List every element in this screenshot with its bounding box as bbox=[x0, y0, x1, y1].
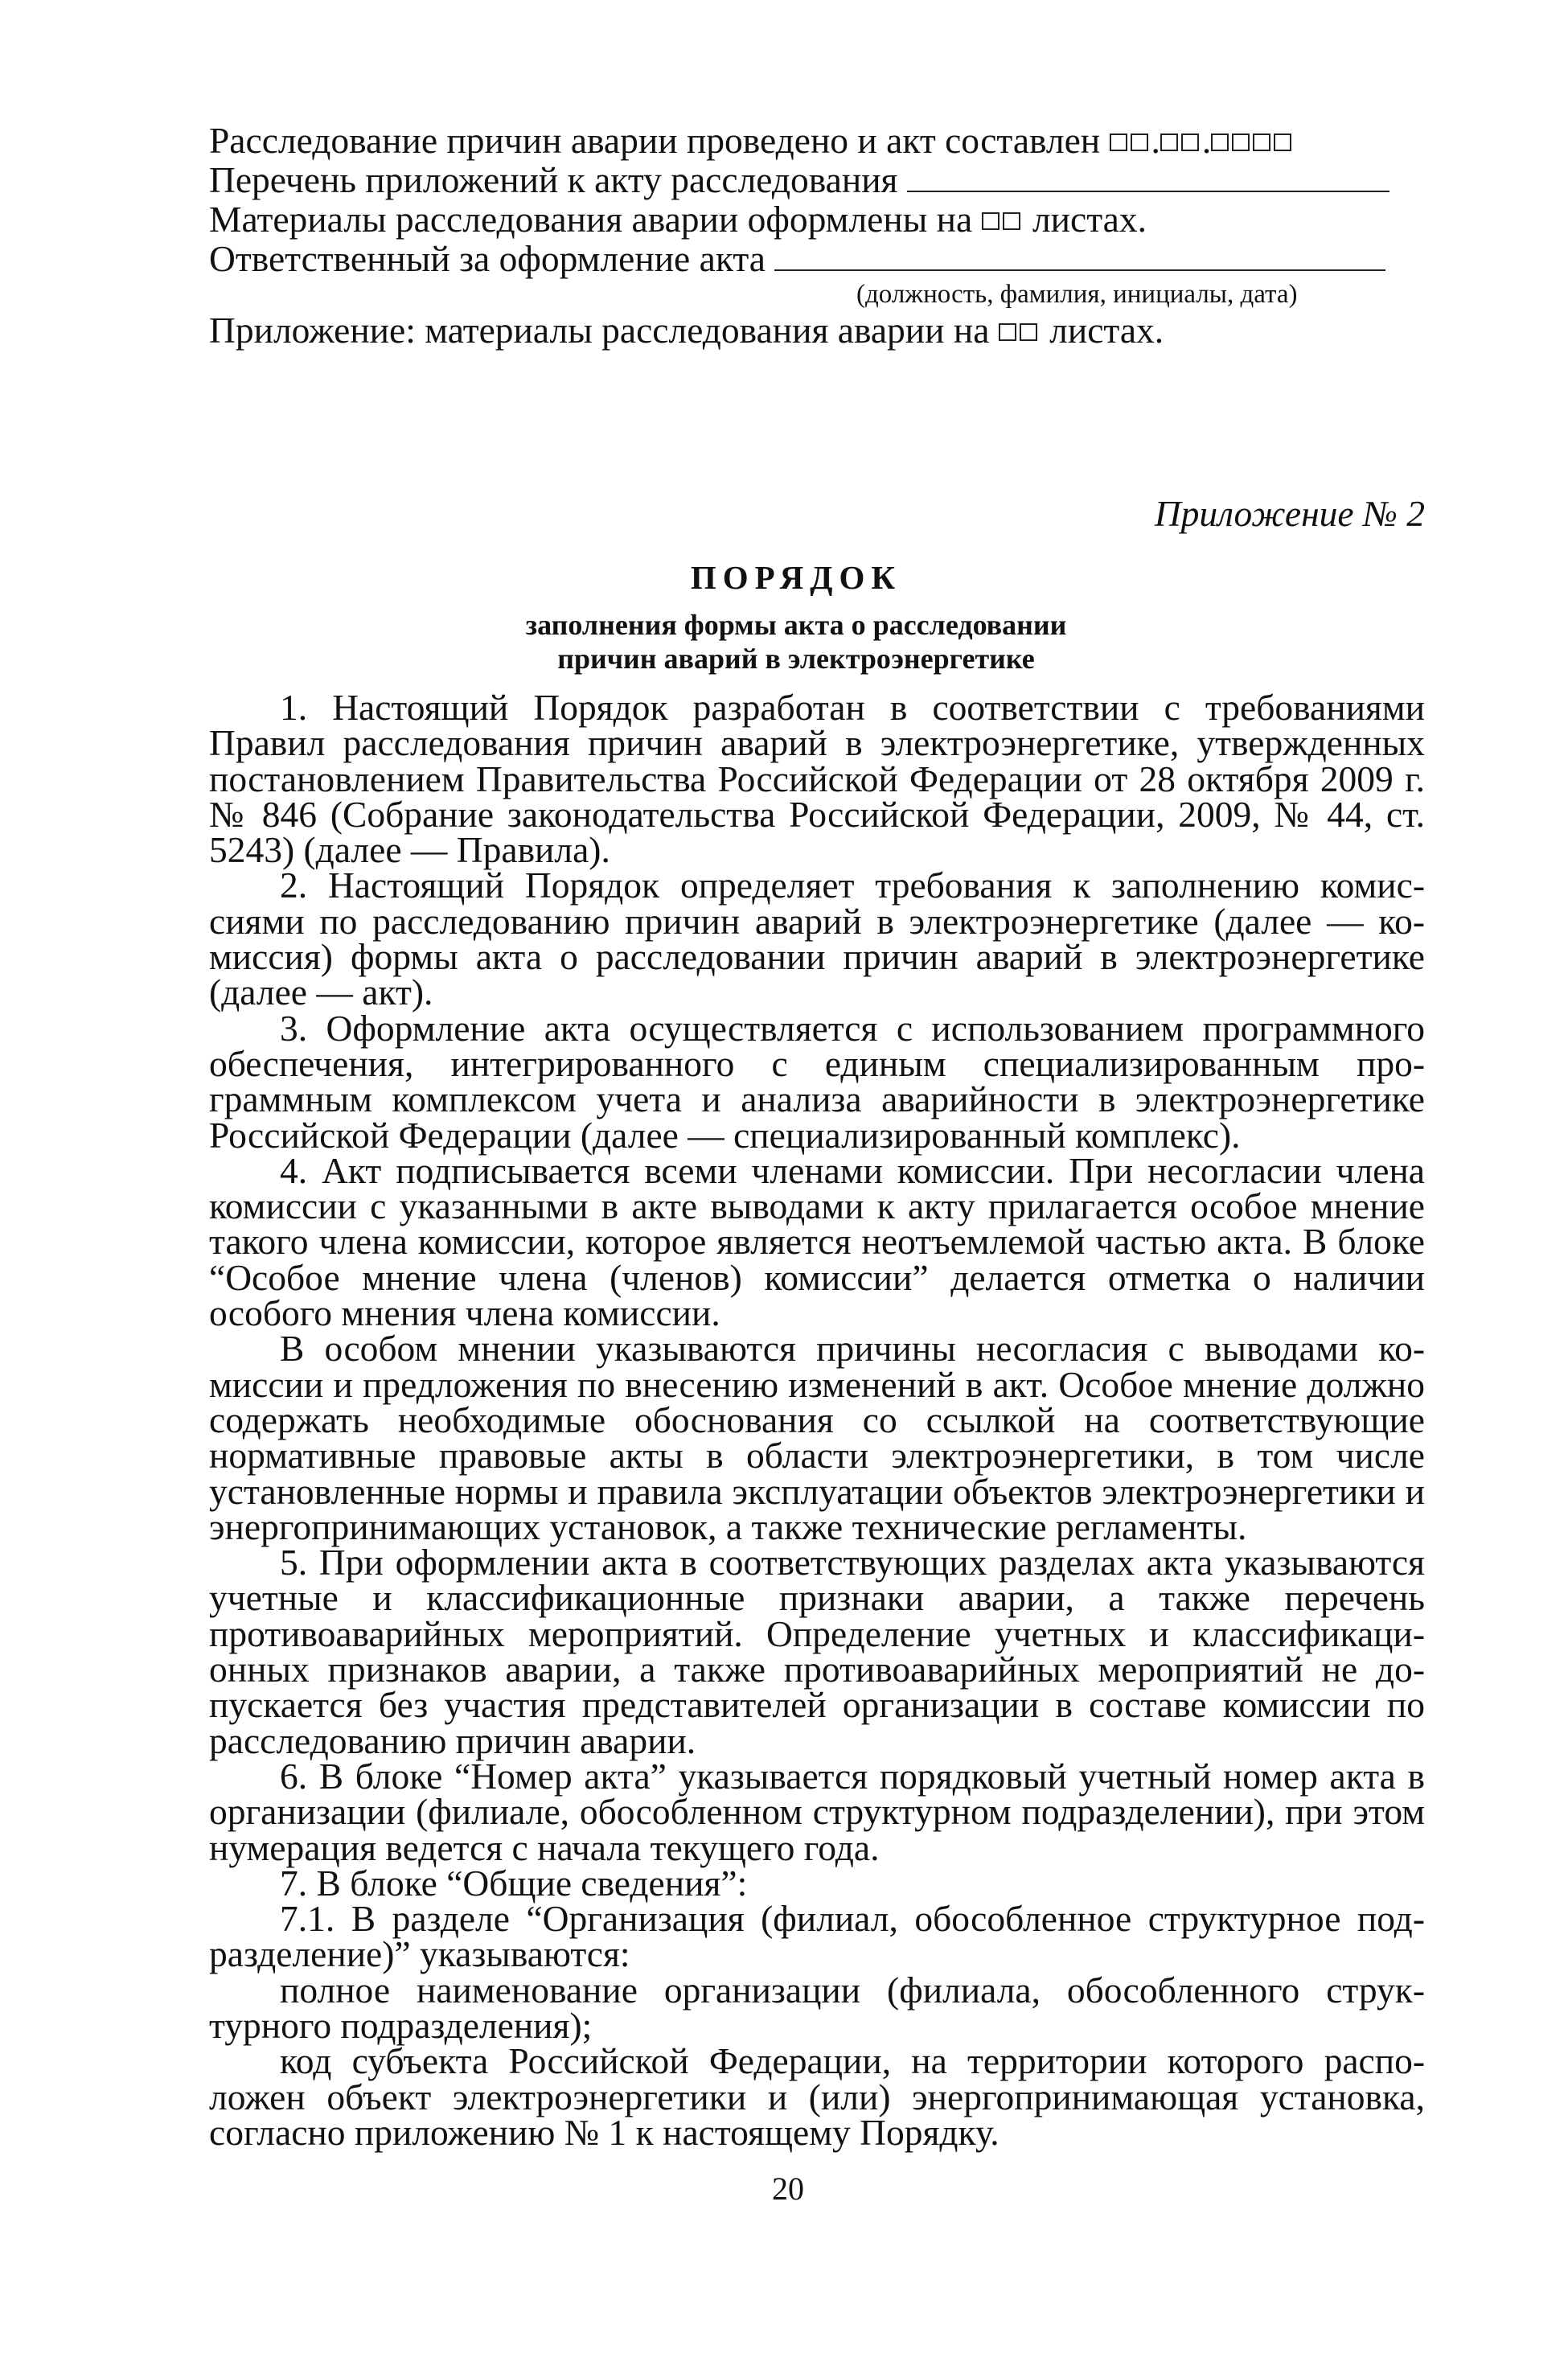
paragraph-7-1-item-1: полное наименование организации (филиала, обособленного структурного подразделения); bbox=[209, 1969, 1425, 2046]
appendix-label: Приложение № 2 bbox=[1154, 493, 1425, 534]
paragraph-7: 7. В блоке “Общие сведения”: bbox=[280, 1862, 748, 1904]
date-boxes: . . bbox=[1110, 120, 1295, 161]
appendix-sheets-boxes bbox=[999, 310, 1041, 351]
document-title: ПОРЯДОК bbox=[690, 559, 902, 596]
responsible-blank-field bbox=[774, 242, 1385, 271]
page-number: 20 bbox=[772, 2171, 804, 2207]
paragraph-3: 3. Оформление акта осуществляется с использованием программного обеспечения, интегрированного с единым специализированным программным комплексом учета и анализа аварийности в электроэнергетике Российской Федерации (далее — специализированный комплекс). bbox=[209, 1007, 1425, 1156]
document-body bbox=[209, 687, 1425, 2153]
investigation-date-line: Расследование причин аварии проведено и акт составлен . . bbox=[209, 121, 1425, 160]
paragraph-4-continued: В особом мнении указываются причины несогласия с выводами комиссии и предложения по внесению изменений в акт. Особое мнение должно содержать необходимые обоснования со ссылкой на соответствующие нормативные правовые акты в области электроэнергетики, в том числе установленные нормы и правила эксплуатации объектов электроэнергетики и энергопринимающих установок, а также технические регламенты. bbox=[209, 1328, 1425, 1547]
subtitle-line-1: заполнения формы акта о расследовании bbox=[525, 609, 1067, 641]
subtitle-line-2: причин аварий в электроэнергетике bbox=[557, 643, 1035, 675]
paragraph-7-1: 7.1. В разделе “Организация (филиал, обособленное структурное подразделение)” указываются: bbox=[209, 1898, 1425, 1975]
appendix-materials-line: Приложение: материалы расследования аварии на листах. bbox=[209, 310, 1164, 351]
responsible-field-caption: (должность, фамилия, инициалы, дата) bbox=[856, 280, 1298, 309]
paragraph-6: 6. В блоке “Номер акта” указывается порядковый учетный номер акта в организации (филиале, обособленном структурном подразделении), при этом нумерация ведется с начала текущего года. bbox=[209, 1755, 1425, 1868]
attachments-list-line: Перечень приложений к акту расследования bbox=[209, 160, 1425, 199]
responsible-person-line: Ответственный за оформление акта bbox=[209, 239, 1425, 278]
paragraph-7-1-item-2: код субъекта Российской Федерации, на территории которого расположен объект электроэнергетики и (или) энергопринимающая установка, согласно приложению № 1 к настоящему Порядку. bbox=[209, 2040, 1425, 2153]
sheets-count-boxes bbox=[982, 199, 1024, 240]
paragraph-2: 2. Настоящий Порядок определяет требования к заполнению комиссиями по расследованию причин аварий в электроэнергетике (далее — комиссия) формы акта о расследовании причин аварий в электроэнергетике (далее — акт). bbox=[209, 865, 1425, 1013]
materials-sheets-line: Материалы расследования аварии оформлены на листах. bbox=[209, 199, 1147, 240]
document-subtitle bbox=[0, 608, 1568, 676]
attachments-blank-field bbox=[907, 163, 1389, 192]
paragraph-4: 4. Акт подписывается всеми членами комиссии. При несогласии члена комиссии с указанными в акте выводами к акту прилагается особое мнение такого члена комиссии, которое является неотъемлемой частью акта. В блоке “Особое мнение члена (членов) комиссии” делается отметка о наличии особого мнения члена комиссии. bbox=[209, 1149, 1425, 1334]
paragraph-1: 1. Настоящий Порядок разработан в соответствии с требованиями Правил расследования причин аварий в электроэнергетике, утвержденных постановлением Правительства Российской Федерации от 28 октября 2009 г. № 846 (Собрание законодательства Российской Федерации, 2009, № 44, ст. 5243) (далее — Правила). bbox=[209, 687, 1425, 871]
form-footer-block bbox=[209, 121, 1425, 350]
paragraph-5: 5. При оформлении акта в соответствующих разделах акта указываются учетные и классификационные признаки аварии, а также перечень противоаварийных мероприятий. Определение учетных и классификационных признаков аварии, а также противоаварийных мероприятий не допускается без участия представителей организации в составе комиссии по расследованию причин аварии. bbox=[209, 1542, 1425, 1761]
